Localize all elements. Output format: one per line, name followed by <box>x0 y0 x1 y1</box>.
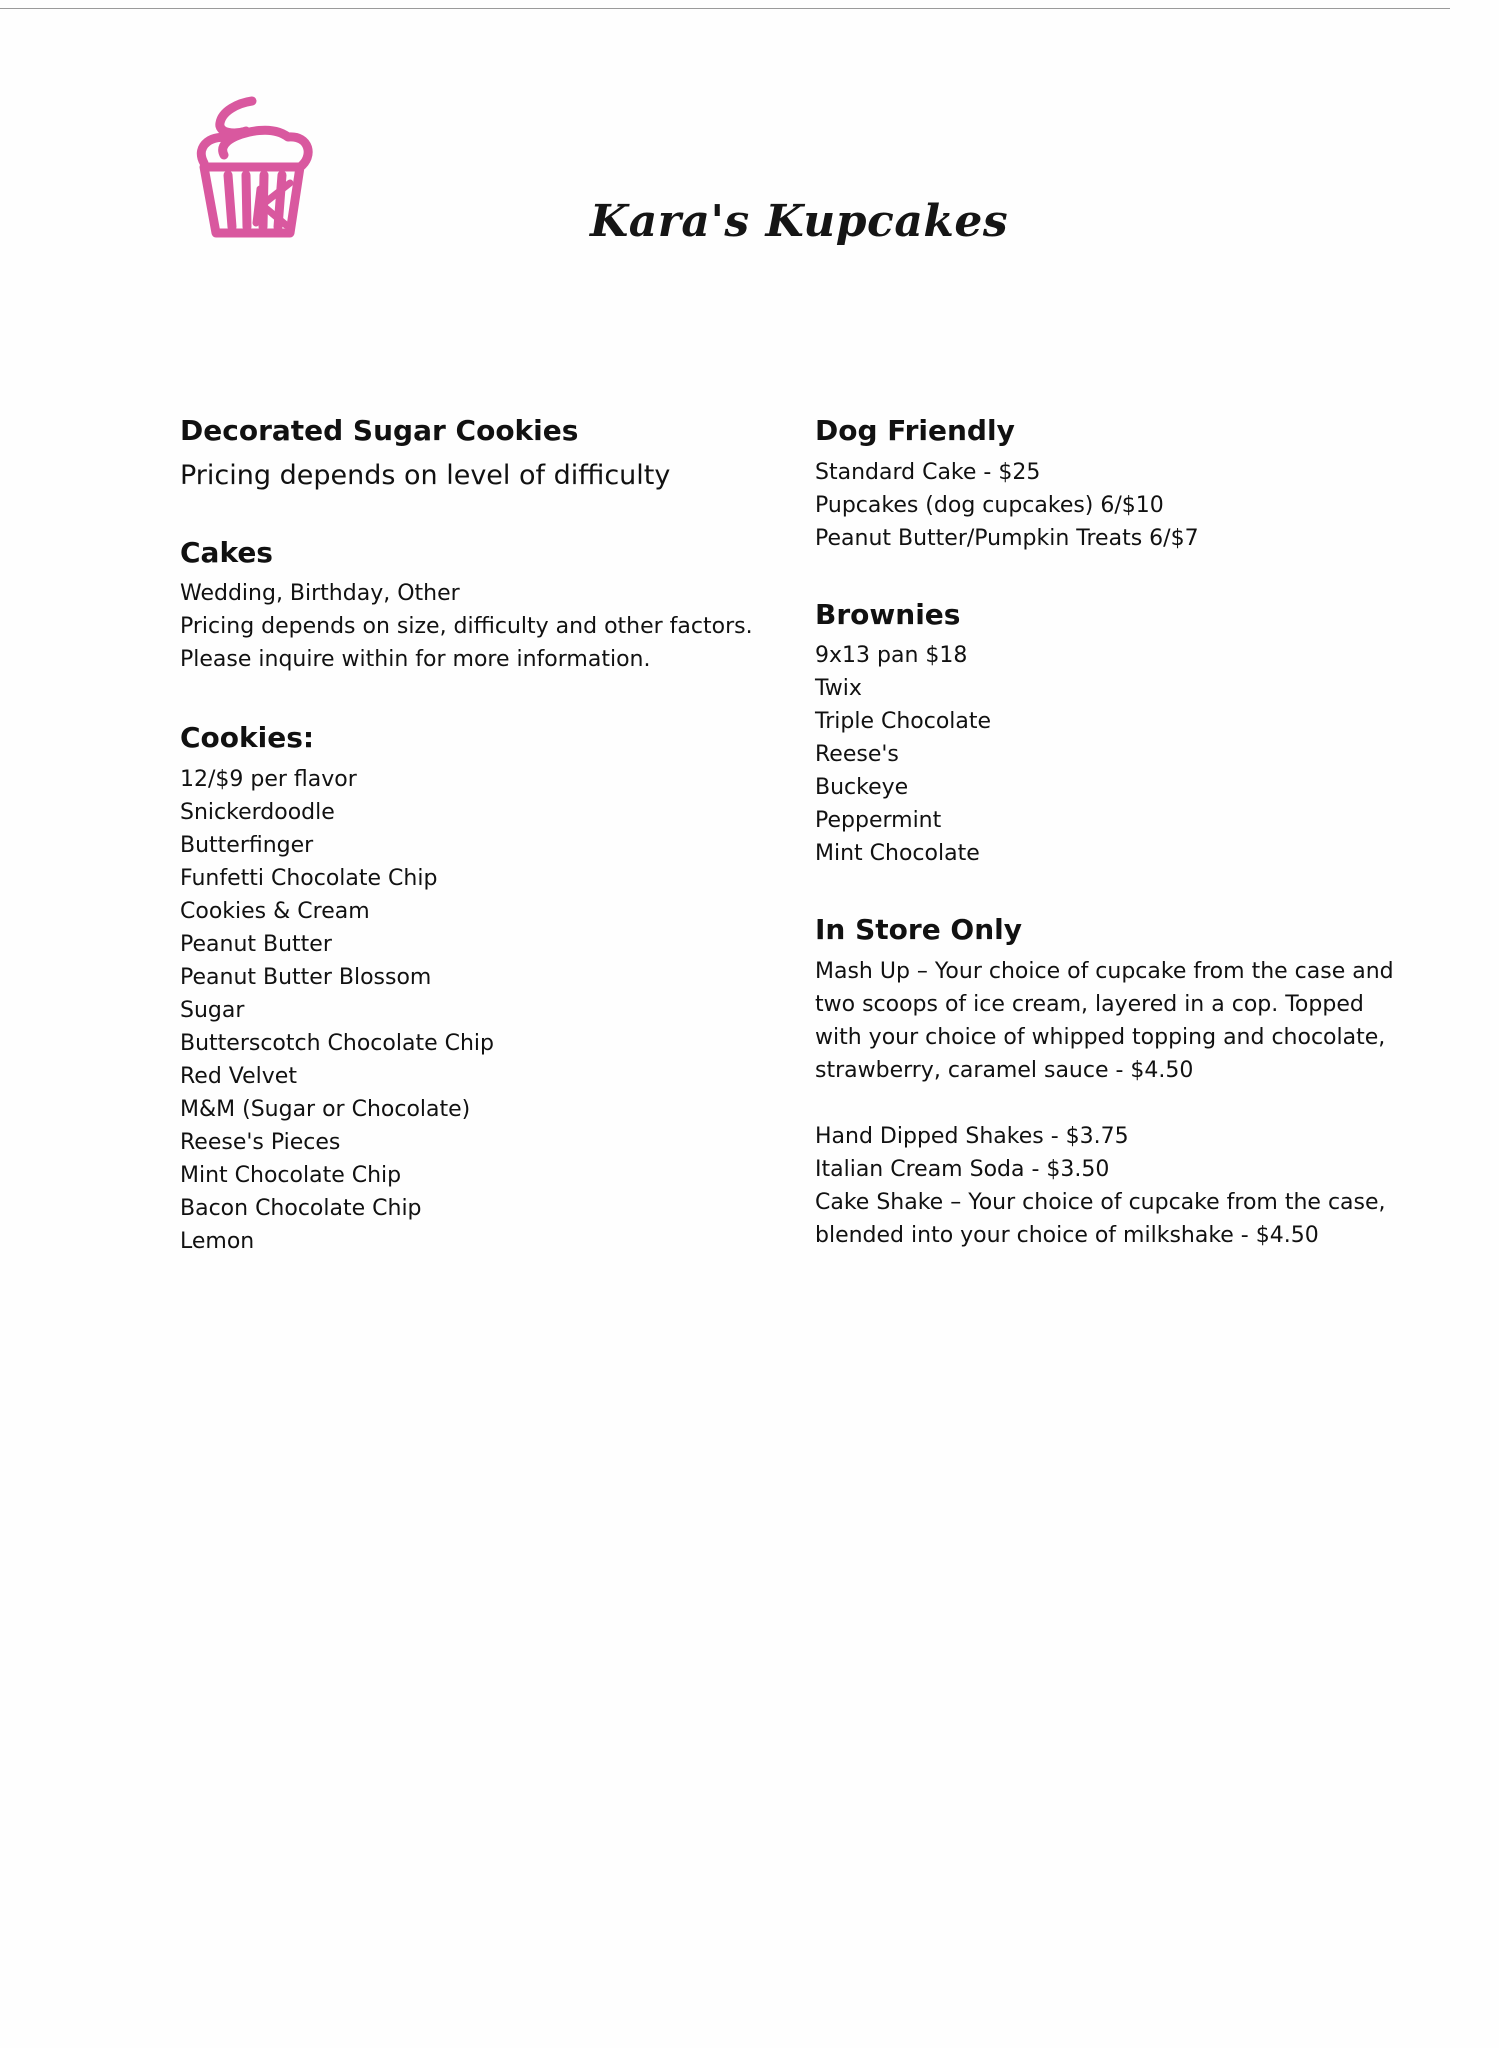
section-decorated-sugar-cookies <box>180 414 800 496</box>
section-heading: Brownies <box>815 597 961 631</box>
menu-item: Peanut Butter Blossom <box>180 964 432 990</box>
right-column <box>815 414 1394 1252</box>
menu-item: Italian Cream Soda - $3.50 <box>815 1156 1110 1182</box>
menu-item: Twix <box>815 676 862 702</box>
menu-item: Peppermint <box>815 808 942 834</box>
menu-item: Mint Chocolate <box>815 841 980 867</box>
menu-item: Bacon Chocolate Chip <box>180 1195 422 1221</box>
menu-item: Hand Dipped Shakes - $3.75 <box>815 1123 1129 1149</box>
cupcake-k-logo-icon <box>190 95 315 245</box>
menu-item: 9x13 pan $18 <box>815 643 968 669</box>
menu-item: strawberry, caramel sauce - $4.50 <box>815 1057 1194 1083</box>
section-cookies <box>180 721 800 1258</box>
menu-item: Mash Up – Your choice of cupcake from the case and <box>815 958 1394 984</box>
brand-title: Kara's Kupcakes <box>590 196 1009 247</box>
menu-item: Reese's Pieces <box>180 1129 341 1155</box>
menu-item: Butterfinger <box>180 832 314 858</box>
menu-item: Peanut Butter/Pumpkin Treats 6/$7 <box>815 525 1199 551</box>
menu-item: Lemon <box>180 1228 255 1254</box>
section-heading: Cakes <box>180 535 273 569</box>
section-dog-friendly <box>815 414 1375 555</box>
section-heading: In Store Only <box>815 913 1023 947</box>
section-heading: Cookies: <box>180 721 315 755</box>
section-line: Pricing depends on level of difficulty <box>180 459 671 491</box>
menu-item: Sugar <box>180 997 245 1023</box>
scan-edge-line <box>0 8 1450 9</box>
menu-item: Buckeye <box>815 775 909 801</box>
menu-item: M&M (Sugar or Chocolate) <box>180 1096 471 1122</box>
section-in-store-only <box>815 913 1394 1252</box>
menu-item: Peanut Butter <box>180 931 332 957</box>
menu-item: Pupcakes (dog cupcakes) 6/$10 <box>815 492 1164 518</box>
menu-item: Red Velvet <box>180 1063 297 1089</box>
section-brownies <box>815 598 1375 871</box>
section-line: Pricing depends on size, difficulty and other factors. <box>180 614 753 640</box>
section-heading: Dog Friendly <box>815 414 1015 447</box>
menu-item: Butterscotch Chocolate Chip <box>180 1030 494 1056</box>
menu-item: 12/$9 per flavor <box>180 766 357 792</box>
menu-item: with your choice of whipped topping and chocolate, <box>815 1024 1386 1050</box>
menu-item: Cake Shake – Your choice of cupcake from the case, <box>815 1189 1386 1215</box>
section-heading: Decorated Sugar Cookies <box>180 414 579 447</box>
section-cakes <box>180 536 800 677</box>
menu-item: Standard Cake - $25 <box>815 459 1041 485</box>
menu-item: two scoops of ice cream, layered in a cop. Topped <box>815 991 1364 1017</box>
menu-item: Reese's <box>815 742 899 768</box>
menu-item: Cookies & Cream <box>180 898 370 924</box>
menu-item: Mint Chocolate Chip <box>180 1162 402 1188</box>
left-column <box>180 414 800 1258</box>
section-line: Please inquire within for more information. <box>180 647 651 673</box>
menu-item: Triple Chocolate <box>815 709 992 735</box>
menu-item: Snickerdoodle <box>180 799 335 825</box>
menu-item: blended into your choice of milkshake - $4.50 <box>815 1222 1319 1248</box>
menu-item: Funfetti Chocolate Chip <box>180 865 438 891</box>
section-line: Wedding, Birthday, Other <box>180 581 460 607</box>
